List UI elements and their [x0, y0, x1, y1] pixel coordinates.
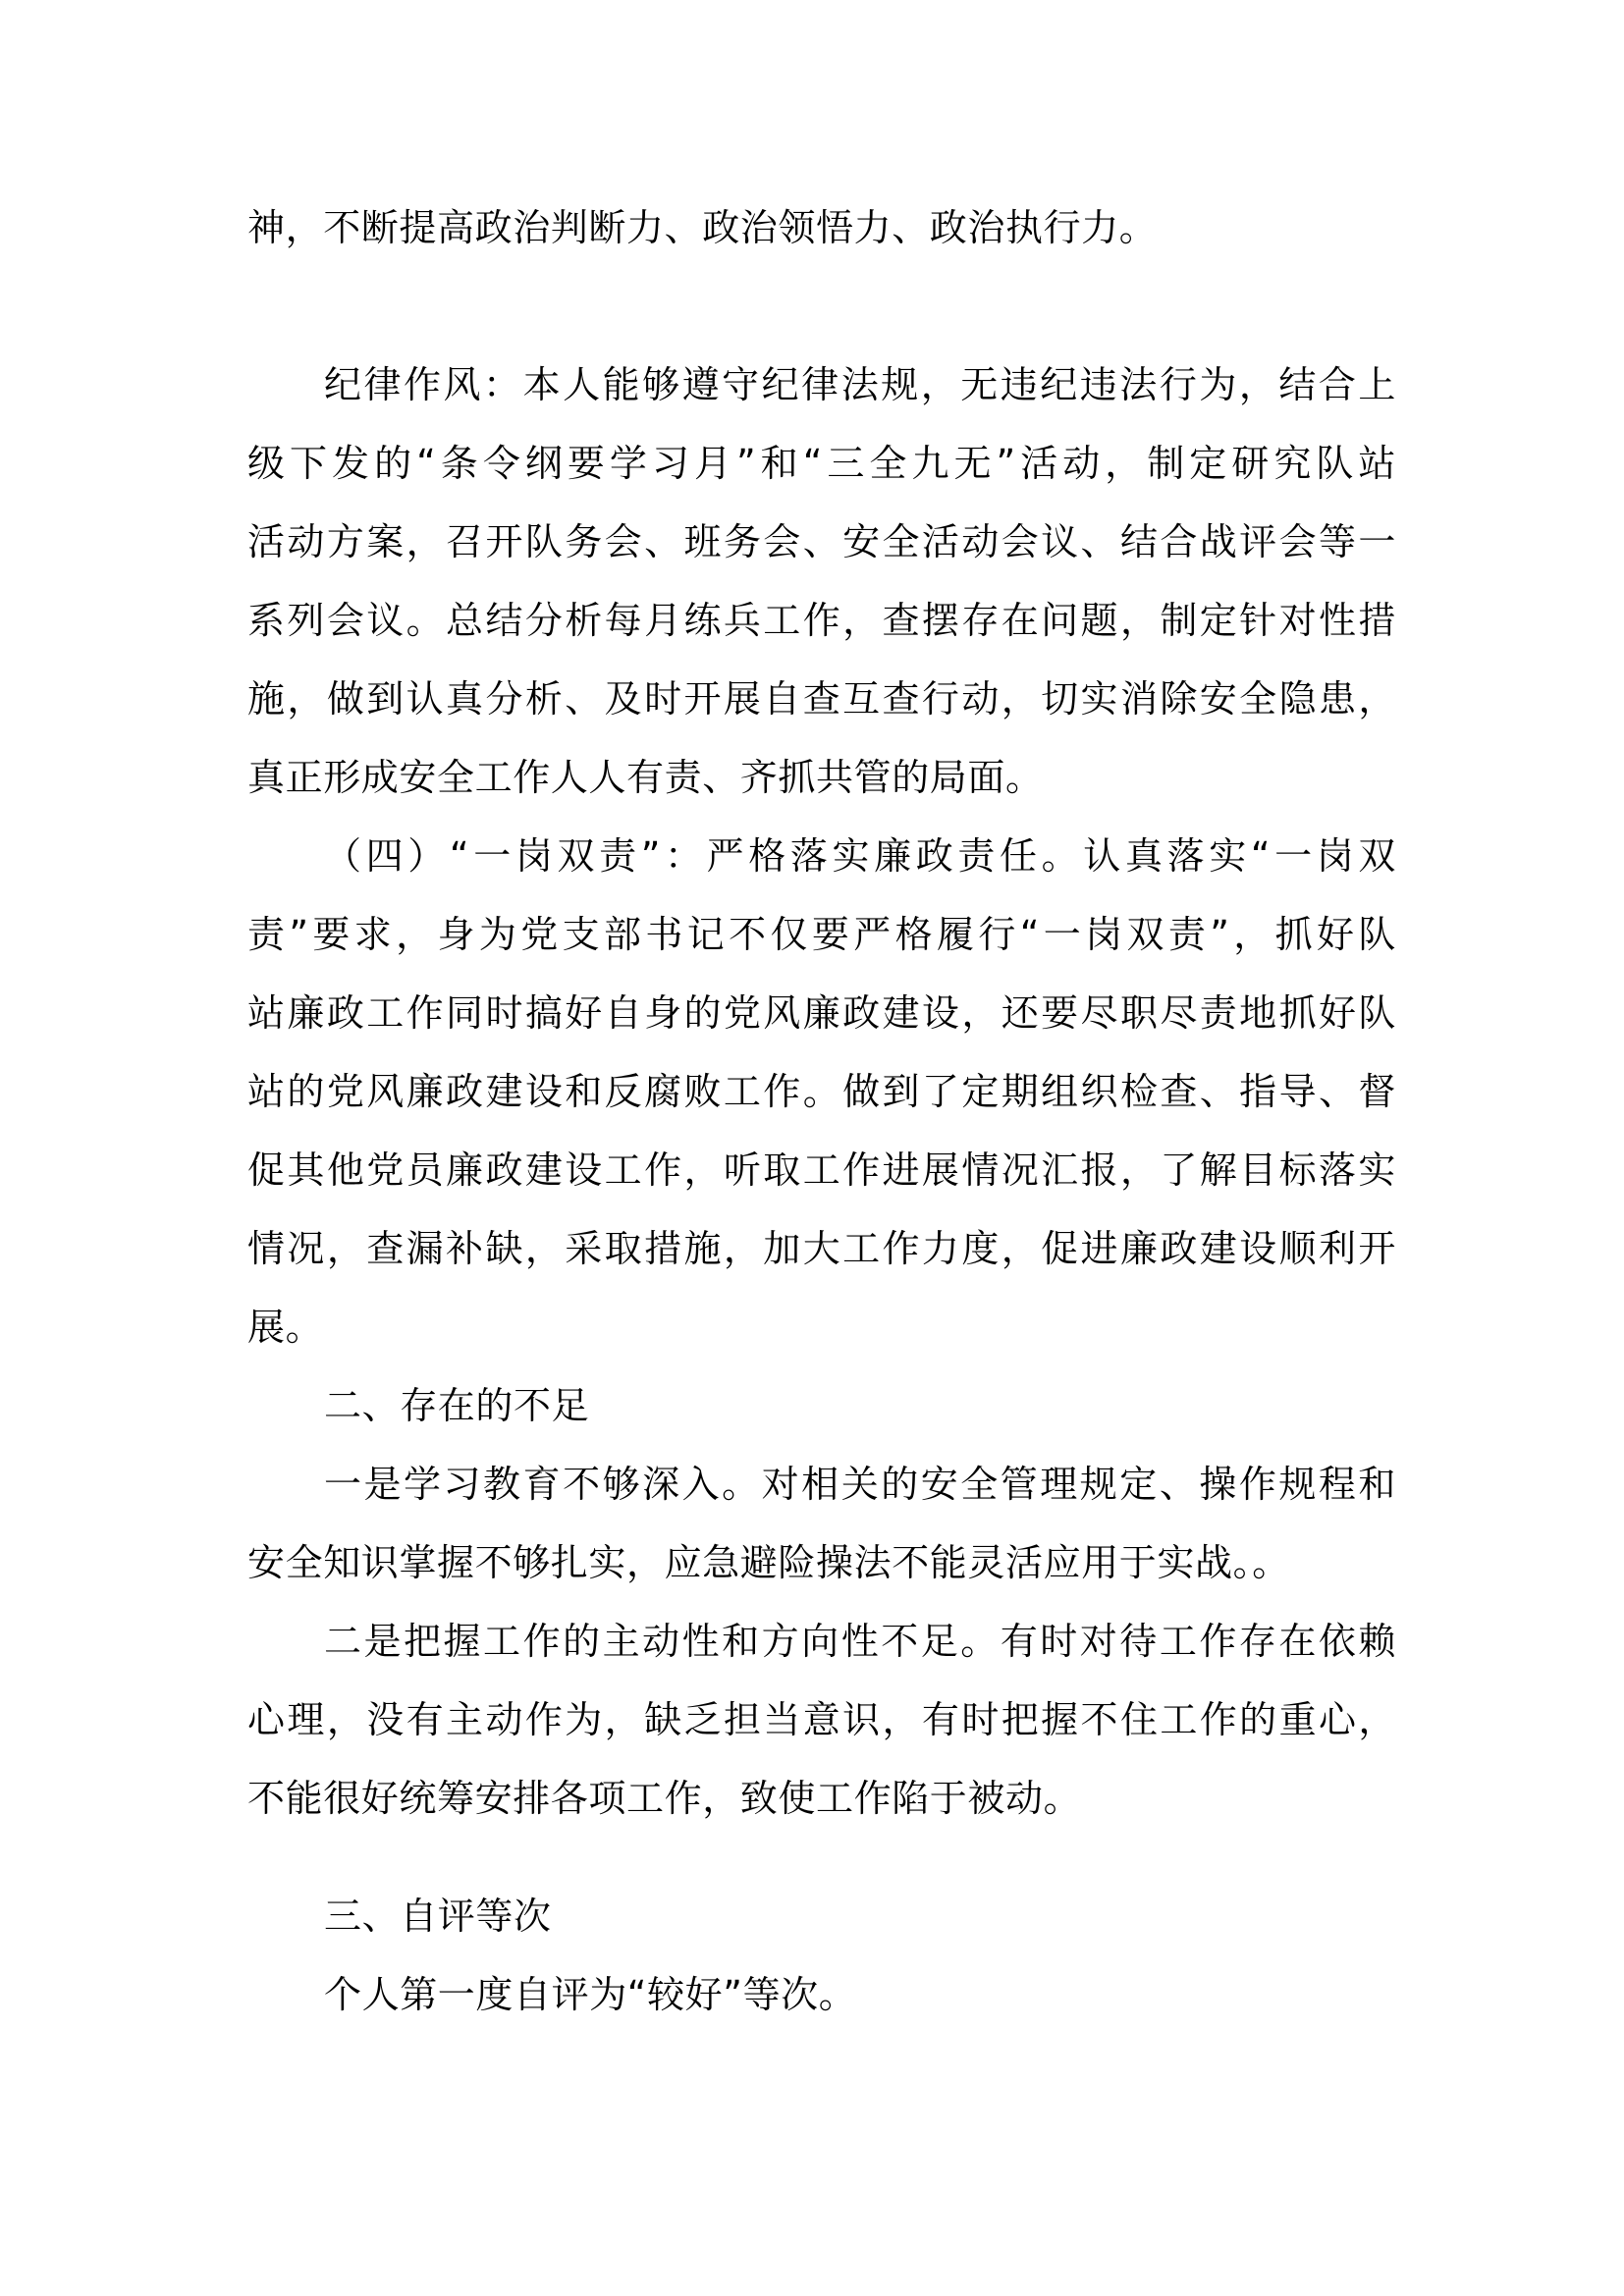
text-line-12: 情况，查漏补缺，采取措施，加大工作力度，促进廉政建设顺利开 — [247, 1227, 1396, 1270]
section-four-heading-line: （四）“一岗双责”：严格落实廉政责任。认真落实“一岗双 — [324, 834, 1396, 878]
text-line-15: 一是学习教育不够深入。对相关的安全管理规定、操作规程和 — [324, 1463, 1396, 1506]
text-line-8: 责”要求，身为党支部书记不仅要严格履行“一岗双责”，抓好队 — [247, 913, 1396, 956]
text-line-5: 施，做到认真分析、及时开展自查互查行动，切实消除安全隐患， — [247, 677, 1396, 721]
text-line-16: 安全知识掌握不够扎实，应急避险操法不能灵活应用于实战。。 — [247, 1541, 1290, 1584]
text-line-0: 神，不断提高政治判断力、政治领悟力、政治执行力。 — [247, 206, 1158, 249]
text-line-17: 二是把握工作的主动性和方向性不足。有时对待工作存在依赖 — [324, 1620, 1396, 1663]
text-line-2: 级下发的“条令纲要学习月”和“三全九无”活动，制定研究队站 — [247, 442, 1396, 485]
section-heading-shortcomings: 二、存在的不足 — [324, 1384, 590, 1427]
text-line-6: 真正形成安全工作人人有责、齐抓共管的局面。 — [247, 756, 1044, 799]
text-line-21: 个人第一度自评为“较好”等次。 — [324, 1973, 857, 2016]
text-line-3: 活动方案，召开队务会、班务会、安全活动会议、结合战评会等一 — [247, 520, 1396, 563]
text-line-10: 站的党风廉政建设和反腐败工作。做到了定期组织检查、指导、督 — [247, 1070, 1396, 1113]
text-line-19: 不能很好统筹安排各项工作，致使工作陷于被动。 — [247, 1777, 1082, 1820]
text-line-9: 站廉政工作同时搞好自身的党风廉政建设，还要尽职尽责地抓好队 — [247, 991, 1396, 1035]
section-discipline-heading-line: 纪律作风：本人能够遵守纪律法规，无违纪违法行为，结合上 — [324, 363, 1396, 406]
text-line-13: 展。 — [247, 1306, 324, 1349]
text-line-11: 促其他党员廉政建设工作，听取工作进展情况汇报，了解目标落实 — [247, 1148, 1396, 1192]
text-line-18: 心理，没有主动作为，缺乏担当意识，有时把握不住工作的重心， — [247, 1698, 1396, 1741]
section-heading-self-evaluation: 三、自评等次 — [324, 1895, 552, 1938]
text-line-4: 系列会议。总结分析每月练兵工作，查摆存在问题，制定针对性措 — [247, 599, 1396, 642]
